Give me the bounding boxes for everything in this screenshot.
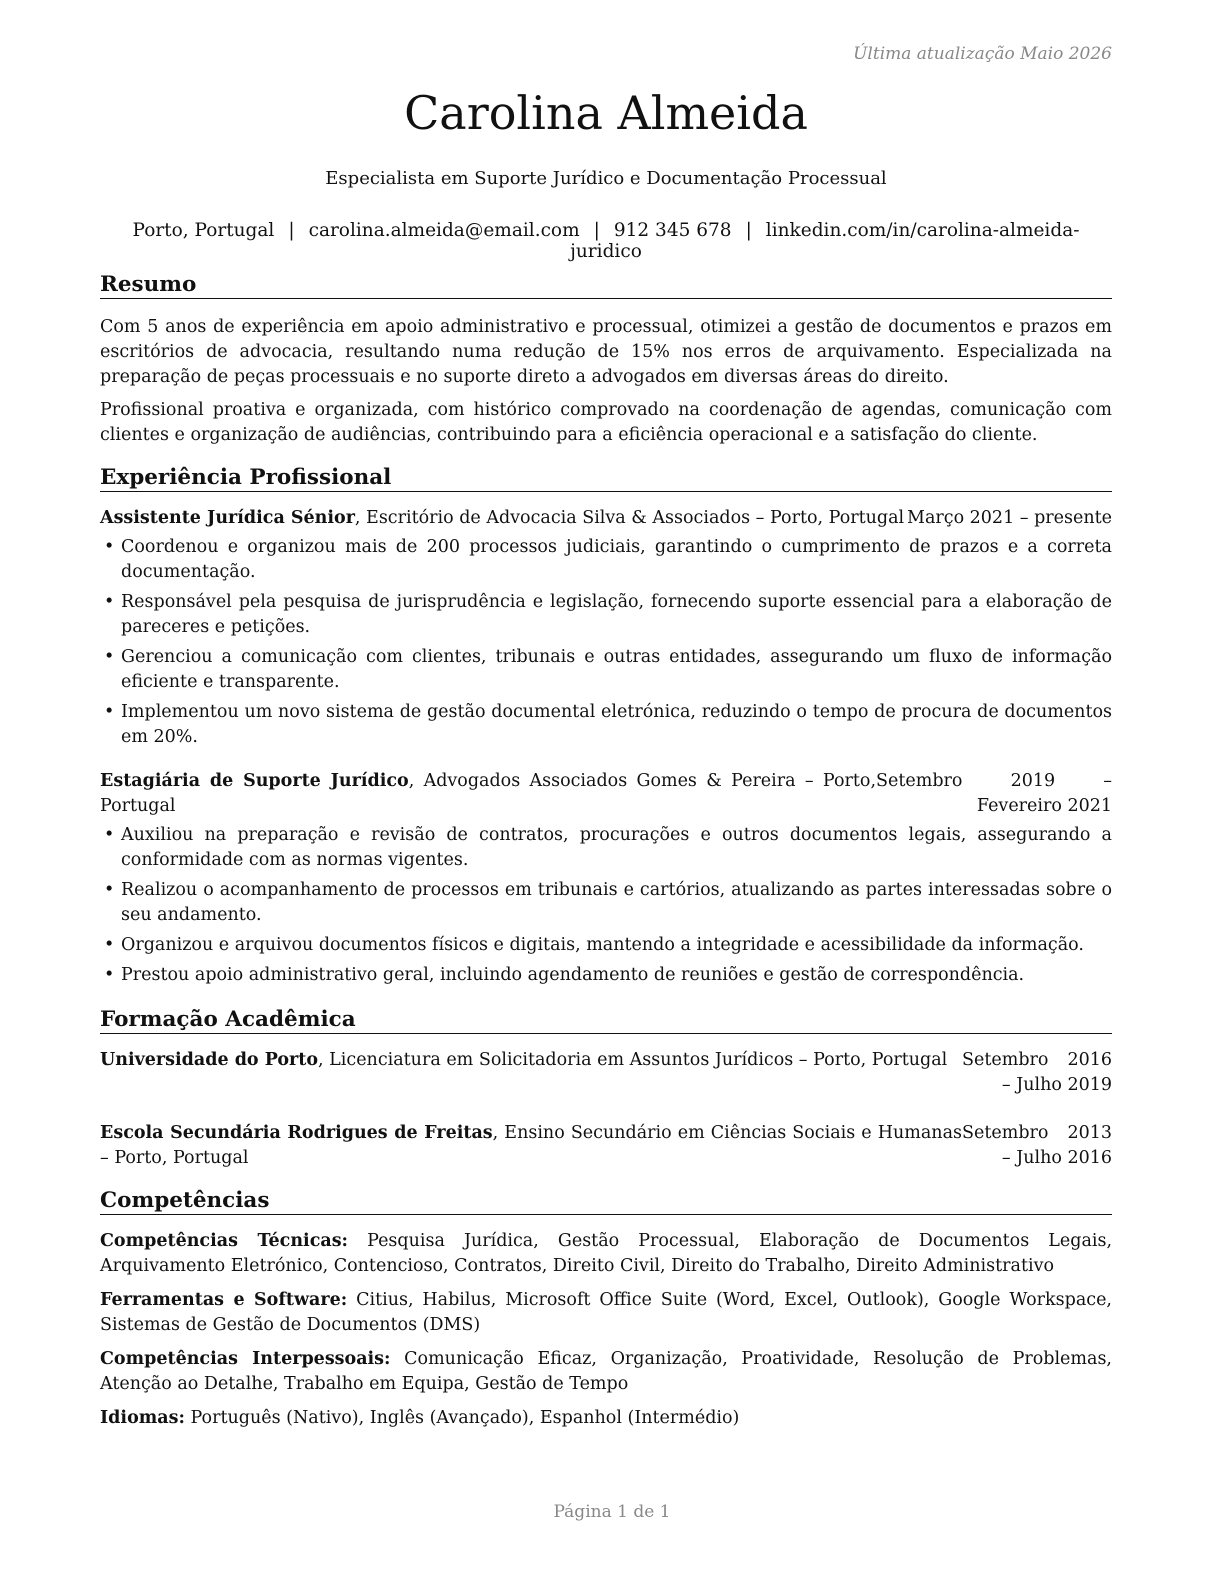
- education-institution-line: [100, 1048, 962, 1098]
- skill-group: [100, 1229, 1112, 1279]
- skill-text: Citius, Habilus, Microsoft Office Suite (Word, Excel, Outlook), Google Workspace, Sistemas de Gestão de Documentos (DMS): [100, 1290, 1112, 1335]
- skill-text: Português (Nativo), Inglês (Avançado), Espanhol (Intermédio): [184, 1408, 740, 1428]
- section-title-summary: Resumo: [100, 272, 1112, 299]
- bullet-icon: •: [104, 880, 115, 900]
- contact-email[interactable]: carolina.almeida@email.com: [308, 220, 580, 241]
- bullet-text: Gerenciou a comunicação com clientes, tribunais e outras entidades, assegurando um fluxo de informação eficiente e transparente.: [121, 647, 1112, 692]
- skill-label: Competências Interpessoais:: [100, 1349, 391, 1369]
- separator: |: [288, 220, 295, 241]
- bullet-text: Prestou apoio administrativo geral, incluindo agendamento de reuniões e gestão de correspondência.: [121, 965, 1025, 985]
- list-item: [100, 700, 1112, 750]
- skill-text: Comunicação Eficaz, Organização, Proatividade, Resolução de Problemas, Atenção ao Detalhe, Trabalho em Equipa, Gestão de Tempo: [100, 1349, 1112, 1394]
- summary-paragraph: Profissional proativa e organizada, com histórico comprovado na coordenação de agendas, comunicação com clientes e organização de audiências, contribuindo para a eficiência operacional e a satisfação do cliente.: [100, 400, 1112, 445]
- bullet-text: Realizou o acompanhamento de processos em tribunais e cartórios, atualizando as partes interessadas sobre o seu andamento.: [121, 880, 1112, 925]
- job-dates: Setembro 2019 – Fevereiro 2021: [876, 771, 1112, 816]
- bullet-icon: •: [104, 647, 115, 667]
- separator: |: [745, 220, 752, 241]
- contact-line: [100, 220, 1112, 262]
- education-school: Universidade do Porto: [100, 1050, 319, 1070]
- skill-group: [100, 1288, 1112, 1338]
- contact-location: Porto, Portugal: [132, 220, 275, 241]
- bullet-text: Responsável pela pesquisa de jurisprudência e legislação, fornecendo suporte essencial para a elaboração de pareceres e petições.: [121, 592, 1112, 637]
- education-dates: Setembro 2013 – Julho 2016: [962, 1123, 1112, 1168]
- bullet-icon: •: [104, 935, 115, 955]
- list-item: [100, 878, 1112, 928]
- job-role: Estagiária de Suporte Jurídico: [100, 771, 409, 791]
- bullet-icon: •: [104, 702, 115, 722]
- education-detail: , Ensino Secundário em Ciências Sociais e Humanas – Porto, Portugal: [100, 1123, 962, 1168]
- contact-linkedin[interactable]: linkedin.com/in/carolina-almeida-juridico: [570, 220, 1080, 262]
- education-item: [100, 1121, 1112, 1171]
- separator: |: [593, 220, 600, 241]
- section-title-education: Formação Acadêmica: [100, 1007, 1112, 1034]
- skill-text: Pesquisa Jurídica, Gestão Processual, Elaboração de Documentos Legais, Arquivamento Eletrónico, Contencioso, Contratos, Direito Civil, Direito do Trabalho, Direito Administrativo: [100, 1231, 1113, 1276]
- job-company: , Advogados Associados Gomes & Pereira – Porto, Portugal: [100, 771, 877, 816]
- bullet-icon: •: [104, 537, 115, 557]
- education-institution-line: [100, 1121, 962, 1171]
- list-item: [100, 963, 1112, 988]
- bullet-icon: •: [104, 965, 115, 985]
- skill-label: Idiomas:: [100, 1408, 185, 1428]
- list-item: [100, 823, 1112, 873]
- section-title-skills: Competências: [100, 1188, 1112, 1215]
- bullet-icon: •: [104, 592, 115, 612]
- job-title-line: [100, 506, 904, 531]
- list-item: [100, 933, 1112, 958]
- education-dates: Setembro 2016 – Julho 2019: [962, 1050, 1112, 1095]
- bullet-text: Coordenou e organizou mais de 200 processos judiciais, garantindo o cumprimento de prazos e a correta documentação.: [121, 537, 1112, 582]
- bullet-icon: •: [104, 825, 115, 845]
- headline: Especialista em Suporte Jurídico e Documentação Processual: [325, 168, 887, 189]
- job-dates: Março 2021 – presente: [907, 508, 1112, 528]
- candidate-name: Carolina Almeida: [404, 86, 808, 140]
- list-item: [100, 535, 1112, 585]
- job-company: , Escritório de Advocacia Silva & Associados – Porto, Portugal: [354, 508, 905, 528]
- job-bullets: [100, 535, 1112, 750]
- job-header: [100, 506, 1112, 531]
- job-role: Assistente Jurídica Sénior: [100, 508, 355, 528]
- list-item: [100, 645, 1112, 695]
- last-updated: Última atualização Maio 2026: [853, 44, 1112, 64]
- skill-group: [100, 1406, 1112, 1431]
- summary-paragraph: Com 5 anos de experiência em apoio administrativo e processual, otimizei a gestão de documentos e prazos em escritórios de advocacia, resultando numa redução de 15% nos erros de arquivamento. Especializada na preparação de peças processuais e no suporte direto a advogados em diversas áreas do direito.: [100, 317, 1112, 387]
- bullet-text: Auxiliou na preparação e revisão de contratos, procurações e outros documentos legais, assegurando a conformidade com as normas vigentes.: [121, 825, 1112, 870]
- list-item: [100, 590, 1112, 640]
- contact-phone[interactable]: 912 345 678: [613, 220, 732, 241]
- bullet-text: Organizou e arquivou documentos físicos e digitais, mantendo a integridade e acessibilidade da informação.: [121, 935, 1084, 955]
- education-school: Escola Secundária Rodrigues de Freitas: [100, 1123, 493, 1143]
- skill-group: [100, 1347, 1112, 1397]
- bullet-text: Implementou um novo sistema de gestão documental eletrónica, reduzindo o tempo de procura de documentos em 20%.: [121, 702, 1112, 747]
- skill-label: Competências Técnicas:: [100, 1231, 349, 1251]
- skill-label: Ferramentas e Software:: [100, 1290, 348, 1310]
- resume-body: [100, 272, 1112, 1440]
- page-number: Página 1 de 1: [553, 1502, 671, 1522]
- section-title-experience: Experiência Profissional: [100, 465, 1112, 492]
- job-header: [100, 769, 1112, 819]
- education-item: [100, 1048, 1112, 1098]
- education-detail: , Licenciatura em Solicitadoria em Assuntos Jurídicos – Porto, Portugal: [318, 1050, 948, 1070]
- job-bullets: [100, 823, 1112, 988]
- job-title-line: [100, 769, 876, 819]
